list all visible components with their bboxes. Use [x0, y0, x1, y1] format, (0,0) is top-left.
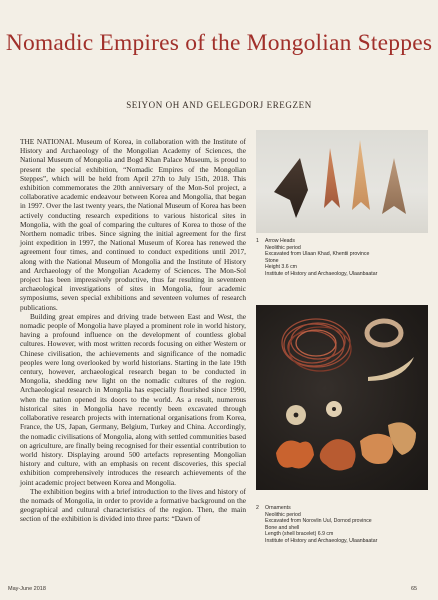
arrowheads-photo [256, 130, 428, 233]
issue-date: May-June 2018 [8, 586, 46, 592]
caption-1-line: Arrow Heads [265, 238, 295, 244]
shell-bracelet [367, 321, 401, 345]
paragraph-2: Building great empires and driving trade between East and West, the nomadic people of Mongolia have played a prominent role in world history, having a profound influence on the development of countless global cultures. However, with most written records focusing on either Western or Chinese civilisation, the achievements and significance of the nomadic peoples were long overlooked by world historians. Starting in the late 19th century, however, archaeological research began to be conducted in Mongolia, shedding new light on the nomadic cultures of the region. Archaeological research in Mongolia has especially flourished since 1990, when the nation opened its doors to the world. As a result, numerous historical sites in Mongolia have recently been excavated through collaborative research projects with international organisations from Korea, France, the US, Japan, Germany, Belgium, Turkey and China. Accordingly, the nomadic civilisations of Mongolia, along with settled communities based on agriculture, are finally being recognised for their essential contribution to world history. Displaying around 500 artefacts representing Mongolian history and culture, with an emphasis on recent discoveries, this special exhibition comprehensively introduces the research achievements of the joint academic project between Korea and Mongolia. [20, 311, 246, 487]
caption-2 [256, 505, 428, 545]
caption-2-line: Institute of History and Archaeology, Ulaanbaatar [265, 537, 378, 544]
article-title: Nomadic Empires of the Mongolian Steppes [5, 30, 433, 56]
caption-1-line: Neolithic period [265, 244, 301, 251]
ornaments-photo [256, 305, 428, 490]
caption-1-line: Height 3.6 cm [265, 264, 298, 271]
caption-1-line: Institute of History and Archaeology, Ulaanbaatar [265, 270, 378, 277]
article-body [20, 137, 246, 524]
caption-2-line: Ornaments [265, 505, 291, 511]
paragraph-3: The exhibition begins with a brief introduction to the lives and history of the nomads of Mongolia, in order to provide a formative background on the geographical and cultural characteristics of the region. Then, the main section of the exhibition is divided into three parts: “Dawn of [20, 486, 246, 524]
shell-ornament [360, 434, 393, 464]
arrowhead-dark [274, 158, 308, 218]
caption-2-line: Length (shell bracelet) 6.9 cm [265, 531, 334, 538]
bead-necklace [282, 319, 351, 371]
arrowhead-light [352, 140, 370, 210]
article-byline: SEIYON OH AND GELEGDORJ EREGZEN [126, 100, 312, 110]
caption-2-line: Neolithic period [265, 511, 301, 518]
caption-1-line: Excavated from Ulaan Khad, Khentii province [265, 251, 370, 258]
crescent-pendant [368, 357, 414, 381]
arrowheads-illustration [256, 130, 428, 233]
shell-ornament [276, 441, 314, 469]
caption-2-line: Bone and shell [265, 524, 300, 531]
caption-2-number: 2 [256, 505, 259, 511]
shell-ornament [320, 439, 356, 470]
page-number: 65 [411, 586, 418, 592]
paragraph-1: THE NATIONAL Museum of Korea, in collaboration with the Institute of History and Archaeology of the Mongolian Academy of Sciences, the National Museum of Mongolia and Bogd Khan Palace Museum, is proud to present the special exhibition, “Nomadic Empires of the Mongolian Steppes”, which will be held from April 27th to July 15th, 2018. This exhibition commemorates the 20th anniversary of the Mon-Sol project, a collaborative academic endeavour between Korea and Mongolia, that began in 1997. Over the last twenty years, the National Museum of Korea has been actively conducting research expeditions to various historical sites in Mongolia, with the goal of comparing the cultures of Korea to those of the Northern nomadic tribes. Since signing the initial agreement for the first joint expedition in 1997, the National Museum of Korea has renewed the agreement four times, and continued to conduct expeditions until 2017, along with the National Museum of Mongolia and the Institute of History and Archaeology of the Mongolian Academy of Sciences. The Mon-Sol project has been impressively productive, thus far resulting in seventeen archaeological investigations of sites in Mongolia, four academic symposiums, seven special exhibitions and seventeen volumes of research publications. [20, 137, 246, 312]
ornaments-illustration [256, 305, 428, 490]
caption-2-line: Excavated from Norovlin Uul, Dornod province [265, 518, 372, 525]
arrowhead-orange [324, 148, 340, 208]
caption-1-line: Stone [265, 257, 279, 264]
caption-1-number: 1 [256, 238, 259, 244]
arrowhead-brown [382, 158, 406, 214]
caption-1 [256, 238, 428, 278]
